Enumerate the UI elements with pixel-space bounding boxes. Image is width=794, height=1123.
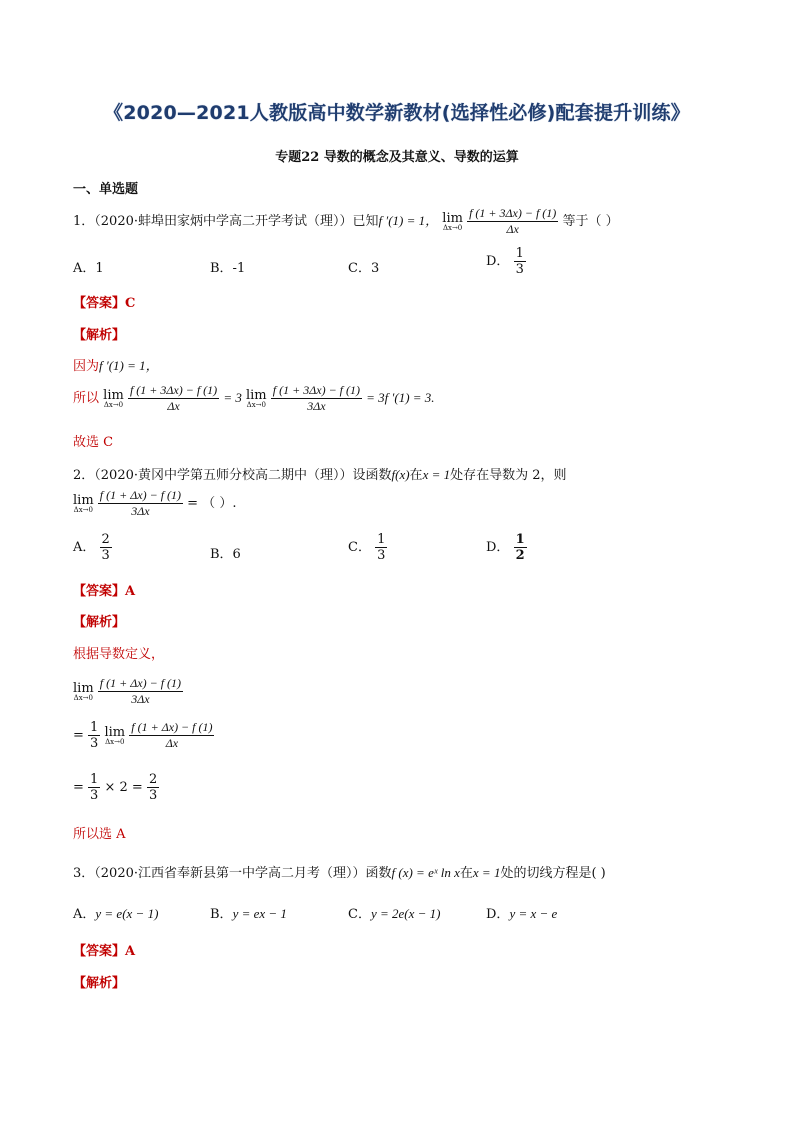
- q2-option-c: [348, 532, 387, 563]
- lim-sub: Δx→0: [73, 693, 93, 702]
- q1-limit: [442, 212, 463, 232]
- label: D．: [486, 540, 510, 555]
- q3-answer: 【答案】A: [73, 944, 136, 959]
- q2-stem-suffix: 处存在导数为 2，则: [450, 468, 567, 483]
- value: y = e(x − 1): [95, 906, 159, 921]
- q1-stem-suffix: 等于（ ）: [562, 214, 619, 229]
- lim-sub: Δx→0: [103, 400, 124, 409]
- frac: [129, 720, 214, 751]
- q2-answer: 【答案】A: [73, 584, 136, 599]
- q3-stem-suffix: 处的切线方程是( ): [500, 866, 606, 881]
- num: 1: [90, 772, 99, 787]
- q2-option-d: [486, 532, 527, 563]
- label: A．: [73, 907, 96, 922]
- q1-fraction: [467, 206, 558, 237]
- lim: [73, 682, 94, 702]
- num: 2: [148, 772, 158, 787]
- den: 3Δx: [307, 399, 326, 413]
- q3-stem-mid: 在: [459, 866, 473, 881]
- den: Δx: [167, 399, 180, 413]
- q1-line2-lim1: [103, 389, 124, 409]
- q1-option-a: A．1: [73, 261, 104, 276]
- frac: [514, 532, 527, 563]
- value: y = ex − 1: [232, 906, 287, 921]
- q1-line1-math: f ′(1) = 1，: [99, 358, 159, 373]
- lim-sub: Δx→0: [246, 400, 266, 409]
- den: 3: [90, 788, 99, 803]
- value: y = x − e: [509, 906, 558, 921]
- eq: =: [73, 728, 84, 743]
- q2-option-a: [73, 532, 112, 563]
- den: 3: [377, 548, 386, 563]
- q1-answer: 【答案】C: [73, 296, 136, 311]
- q2-expression: [73, 488, 236, 519]
- frac-b: [147, 772, 159, 803]
- q2-step2: [73, 720, 214, 751]
- den: 2: [515, 548, 525, 563]
- den: 3Δx: [131, 692, 150, 706]
- q2-conclusion: 所以选 A: [73, 827, 126, 842]
- q3-analysis-label: 【解析】: [73, 976, 126, 991]
- frac: [375, 532, 387, 563]
- num: f (1 + 3Δx) − f (1): [129, 383, 218, 397]
- lim-label: lim: [245, 387, 267, 403]
- num: 1: [515, 532, 525, 547]
- lim-sub: Δx→0: [442, 223, 463, 232]
- lim-sub: Δx→0: [73, 505, 93, 514]
- q3-x1: x = 1: [472, 865, 501, 880]
- q1-num: f (1 + 3Δx) − f (1): [469, 206, 557, 220]
- q1-stem: [73, 206, 619, 237]
- q1-line2: [73, 383, 435, 414]
- q2-x1: x = 1: [422, 467, 451, 482]
- q1-line1-prefix: 因为: [73, 359, 100, 374]
- coef: [88, 720, 100, 751]
- den: 3: [101, 548, 110, 563]
- q1-d-den: 3: [515, 262, 524, 277]
- label: C．: [348, 907, 371, 922]
- q2-step3: [73, 772, 159, 803]
- q2-analysis-label: 【解析】: [73, 615, 126, 630]
- frac-a: [88, 772, 100, 803]
- den: 3: [148, 788, 158, 803]
- frac: [100, 532, 112, 563]
- lim-label: lim: [73, 492, 94, 508]
- q3-option-d: [486, 903, 557, 922]
- label: B．: [210, 907, 233, 922]
- q1-den: Δx: [506, 222, 519, 236]
- mid: × 2 =: [104, 780, 143, 795]
- q3-option-c: [348, 903, 440, 922]
- q1-stem-prefix: 1．（2020·蚌埠田家炳中学高二开学考试（理））已知: [73, 214, 379, 229]
- frac: [98, 676, 183, 707]
- num: f (1 + Δx) − f (1): [99, 676, 182, 690]
- den: Δx: [165, 736, 179, 750]
- q1-condition: f ′(1) = 1，: [378, 213, 439, 228]
- lim-label: lim: [103, 387, 124, 403]
- lim-label: lim: [442, 210, 463, 226]
- value: y = 2e(x − 1): [370, 906, 441, 921]
- q1-analysis-label: 【解析】: [73, 328, 126, 343]
- num: 2: [101, 532, 110, 547]
- q1-line2-frac1: [128, 383, 219, 414]
- section-heading: 一、单选题: [73, 182, 139, 197]
- label: C．: [348, 540, 371, 555]
- q1-line2-lim2: [246, 389, 267, 409]
- q3-func: f (x) = eˣ ln x: [391, 865, 460, 880]
- q1-option-b: B．-1: [210, 261, 246, 276]
- q1-line2-end: = 3f ′(1) = 3.: [366, 390, 435, 405]
- q1-conclusion: 故选 C: [73, 435, 114, 450]
- document-title: 《2020—2021人教版高中数学新教材(选择性必修)配套提升训练》: [104, 102, 690, 124]
- q1-option-d: [486, 246, 526, 277]
- q1-line1: [73, 355, 159, 374]
- q2-stem: [73, 464, 567, 483]
- q2-frac: [98, 488, 183, 519]
- q2-option-b: B．6: [210, 547, 241, 562]
- q2-lim: [73, 494, 94, 514]
- num: f (1 + Δx) − f (1): [99, 488, 182, 502]
- q2-fx: f(x): [391, 467, 410, 482]
- label: A．: [73, 540, 96, 555]
- num: f (1 + 3Δx) − f (1): [272, 383, 360, 397]
- lim-sub: Δx→0: [105, 737, 125, 746]
- q1-d-num: 1: [515, 246, 524, 261]
- q2-intro: 根据导数定义，: [73, 647, 165, 662]
- label: D．: [486, 907, 510, 922]
- den: 3Δx: [131, 504, 150, 518]
- num: 1: [90, 720, 99, 735]
- q1-line2-mid: = 3: [223, 390, 242, 405]
- num: 1: [377, 532, 386, 547]
- q3-option-a: [73, 903, 158, 922]
- lim: [104, 726, 125, 746]
- lim-label: lim: [104, 724, 126, 740]
- q3-option-b: [210, 903, 287, 922]
- q1-line2-prefix: 所以: [73, 391, 100, 406]
- q2-stem-prefix: 2．（2020·黄冈中学第五师分校高二期中（理））设函数: [73, 468, 392, 483]
- q3-stem: [73, 862, 606, 881]
- q1-option-c: C．3: [348, 261, 380, 276]
- q1-line2-frac2: [271, 383, 362, 414]
- q2-stem-mid: 在: [409, 468, 423, 483]
- num: f (1 + Δx) − f (1): [131, 720, 213, 734]
- q3-stem-prefix: 3．（2020·江西省奉新县第一中学高二月考（理））函数: [73, 866, 392, 881]
- q2-tail: = （ ）.: [187, 496, 237, 511]
- lim-label: lim: [73, 680, 94, 696]
- q1-option-d-frac: [514, 246, 526, 277]
- den: 3: [90, 736, 99, 751]
- q2-step1: [73, 676, 183, 707]
- q1-option-d-label: D．: [486, 254, 510, 269]
- eq: =: [73, 780, 84, 795]
- topic-subtitle: 专题22 导数的概念及其意义、导数的运算: [275, 150, 519, 165]
